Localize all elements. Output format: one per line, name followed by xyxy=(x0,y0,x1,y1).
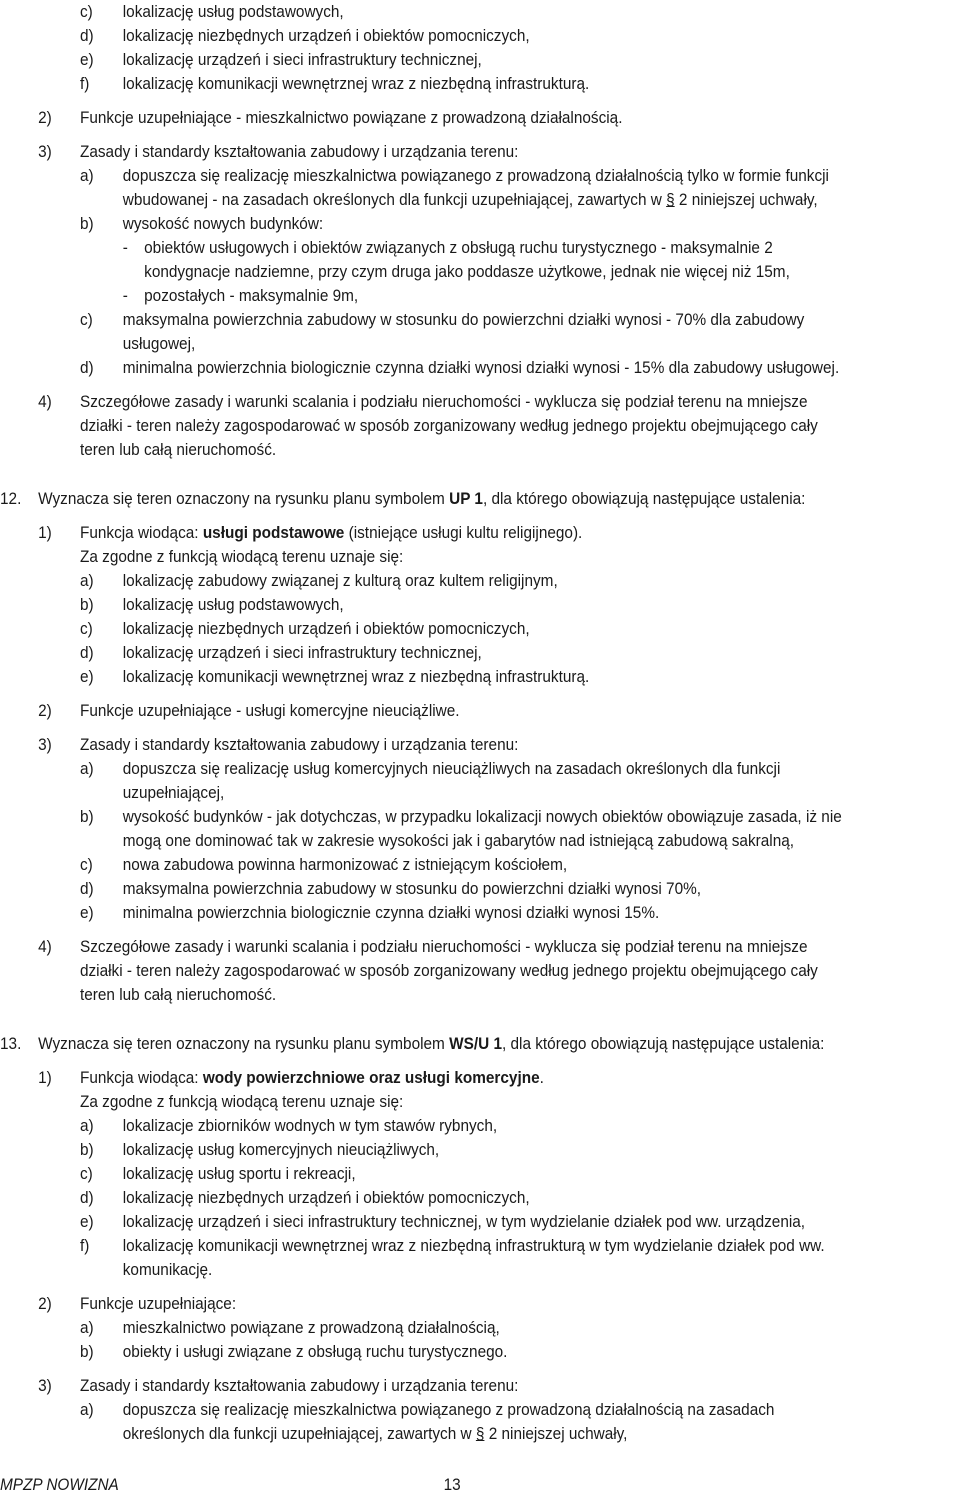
section-text: Funkcje uzupełniające - mieszkalnictwo powiązane z prowadzoną działalnością. xyxy=(79,109,623,127)
list-item: obiekty i usługi związane z obsługą ruchu turystycznego. xyxy=(122,1343,508,1361)
list-item: lokalizację urządzeń i sieci infrastruktury technicznej, w tym wydzielanie działek pod ww. urządzenia, xyxy=(122,1213,806,1231)
section-marker: 2) xyxy=(38,702,52,720)
list-marker: d) xyxy=(79,880,94,898)
footer-document-name: MPZP NOWIZNA xyxy=(0,1476,119,1494)
list-item: lokalizację komunikacji wewnętrznej wraz z niezbędną infrastrukturą. xyxy=(122,668,590,686)
section-intro: Za zgodne z funkcją wiodącą terenu uznaje się: xyxy=(79,548,404,566)
list-marker: d) xyxy=(79,27,94,45)
section-marker: 3) xyxy=(38,1377,52,1395)
section-text: Funkcje uzupełniające: xyxy=(79,1295,237,1313)
list-marker: a) xyxy=(79,1319,94,1337)
section-continuation: teren lub całą nieruchomość. xyxy=(79,986,277,1004)
section-text: Funkcja wiodąca: wody powierzchniowe oraz usługi komercyjne. xyxy=(79,1069,544,1087)
paragraph-number: 13. xyxy=(0,1035,22,1053)
list-marker: a) xyxy=(79,167,94,185)
list-marker: c) xyxy=(79,311,93,329)
page-number: 13 xyxy=(443,1476,461,1494)
dash-item: pozostałych - maksymalnie 9m, xyxy=(144,287,359,305)
list-item: dopuszcza się realizację mieszkalnictwa powiązanego z prowadzoną działalnością na zasadach xyxy=(122,1401,775,1419)
list-item: lokalizację usług komercyjnych nieuciążliwych, xyxy=(122,1141,440,1159)
dash-item: obiektów usługowych i obiektów związanych z obsługą ruchu turystycznego - maksymalnie 2 xyxy=(144,239,773,257)
list-marker: c) xyxy=(79,620,93,638)
section-continuation: działki - teren należy zagospodarować w sposób zorganizowany według jednego projektu obejmującego cały xyxy=(79,962,818,980)
section-continuation: działki - teren należy zagospodarować w sposób zorganizowany według jednego projektu obejmującego cały xyxy=(79,417,818,435)
paragraph-heading: Wyznacza się teren oznaczony na rysunku planu symbolem UP 1, dla którego obowiązują następujące ustalenia: xyxy=(38,490,806,508)
list-item: lokalizację zabudowy związanej z kulturą oraz kultem religijnym, xyxy=(122,572,558,590)
list-marker: c) xyxy=(79,1165,93,1183)
section-continuation: teren lub całą nieruchomość. xyxy=(79,441,277,459)
list-marker: e) xyxy=(79,668,94,686)
zone-symbol: WS/U 1 xyxy=(449,1035,502,1053)
dash-marker: - xyxy=(122,287,128,305)
list-item: lokalizację urządzeń i sieci infrastruktury technicznej, xyxy=(122,644,482,662)
dash-item-continuation: kondygnacje nadziemne, przy czym druga jako poddasze użytkowe, jednak nie więcej niż 15m, xyxy=(144,263,790,281)
section-text: Funkcje uzupełniające - usługi komercyjne nieuciążliwe. xyxy=(79,702,460,720)
list-item: lokalizację komunikacji wewnętrznej wraz z niezbędną infrastrukturą w tym wydzielanie działek pod ww. xyxy=(122,1237,825,1255)
list-marker: f) xyxy=(79,75,90,93)
list-marker: d) xyxy=(79,644,94,662)
list-marker: b) xyxy=(79,596,94,614)
list-marker: c) xyxy=(79,856,93,874)
zone-symbol: UP 1 xyxy=(449,490,483,508)
list-item: lokalizację urządzeń i sieci infrastruktury technicznej, xyxy=(122,51,482,69)
list-item: lokalizacje zbiorników wodnych w tym stawów rybnych, xyxy=(122,1117,498,1135)
leading-function: usługi podstawowe xyxy=(202,524,345,542)
list-item: lokalizację usług podstawowych, xyxy=(122,596,344,614)
list-item: mieszkalnictwo powiązane z prowadzoną działalnością, xyxy=(122,1319,500,1337)
section-text: Zasady i standardy kształtowania zabudowy i urządzania terenu: xyxy=(79,1377,519,1395)
section-marker: 3) xyxy=(38,143,52,161)
list-item-continuation: komunikację. xyxy=(122,1261,213,1279)
list-item-continuation: wbudowanej - na zasadach określonych dla funkcji uzupełniającej, zawartych w § 2 niniejszej uchwały, xyxy=(122,191,818,209)
list-item: minimalna powierzchnia biologicznie czynna działki wynosi działki wynosi - 15% dla zabudowy usługowej. xyxy=(122,359,840,377)
section-symbol: § xyxy=(475,1425,485,1443)
list-item: wysokość nowych budynków: xyxy=(122,215,324,233)
list-item-continuation: usługowej, xyxy=(122,335,196,353)
section-text: Funkcja wiodąca: usługi podstawowe (istniejące usługi kultu religijnego). xyxy=(79,524,583,542)
list-marker: e) xyxy=(79,1213,94,1231)
list-marker: d) xyxy=(79,359,94,377)
section-marker: 1) xyxy=(38,1069,52,1087)
section-marker: 1) xyxy=(38,524,52,542)
list-marker: a) xyxy=(79,1117,94,1135)
list-item: dopuszcza się realizację usług komercyjnych nieuciążliwych na zasadach określonych dla funkcji xyxy=(122,760,781,778)
dash-marker: - xyxy=(122,239,128,257)
list-marker: b) xyxy=(79,1343,94,1361)
list-item-continuation: mogą one dominować tak w zakresie wysokości jak i gabarytów nad istniejącą zabudową sakralną, xyxy=(122,832,795,850)
list-marker: f) xyxy=(79,1237,90,1255)
list-item: maksymalna powierzchnia zabudowy w stosunku do powierzchni działki wynosi 70%, xyxy=(122,880,702,898)
list-item: minimalna powierzchnia biologicznie czynna działki wynosi działki wynosi 15%. xyxy=(122,904,660,922)
list-marker: b) xyxy=(79,808,94,826)
list-item: dopuszcza się realizację mieszkalnictwa powiązanego z prowadzoną działalnością tylko w formie funkcji xyxy=(122,167,829,185)
section-marker: 2) xyxy=(38,109,52,127)
list-item-continuation: uzupełniającej, xyxy=(122,784,225,802)
list-marker: d) xyxy=(79,1189,94,1207)
section-symbol: § xyxy=(666,191,675,209)
list-marker: b) xyxy=(79,1141,94,1159)
list-item: lokalizację komunikacji wewnętrznej wraz z niezbędną infrastrukturą. xyxy=(122,75,590,93)
list-marker: e) xyxy=(79,51,94,69)
list-item: nowa zabudowa powinna harmonizować z istniejącym kościołem, xyxy=(122,856,568,874)
section-intro: Za zgodne z funkcją wiodącą terenu uznaje się: xyxy=(79,1093,404,1111)
section-text: Zasady i standardy kształtowania zabudowy i urządzania terenu: xyxy=(79,143,519,161)
section-marker: 2) xyxy=(38,1295,52,1313)
list-marker: c) xyxy=(79,3,93,21)
leading-function: wody powierzchniowe oraz usługi komercyjne xyxy=(202,1069,540,1087)
section-marker: 4) xyxy=(38,938,52,956)
section-marker: 4) xyxy=(38,393,52,411)
list-item-continuation: określonych dla funkcji uzupełniającej, zawartych w § 2 niniejszej uchwały, xyxy=(122,1425,628,1443)
paragraph-heading: Wyznacza się teren oznaczony na rysunku planu symbolem WS/U 1, dla którego obowiązują następujące ustalenia: xyxy=(38,1035,825,1053)
list-item: lokalizację usług sportu i rekreacji, xyxy=(122,1165,356,1183)
list-marker: a) xyxy=(79,760,94,778)
list-item: lokalizację niezbędnych urządzeń i obiektów pomocniczych, xyxy=(122,27,530,45)
list-item: maksymalna powierzchnia zabudowy w stosunku do powierzchni działki wynosi - 70% dla zabudowy xyxy=(122,311,805,329)
section-text: Szczegółowe zasady i warunki scalania i podziału nieruchomości - wyklucza się podział terenu na mniejsze xyxy=(79,938,808,956)
list-item: lokalizację niezbędnych urządzeń i obiektów pomocniczych, xyxy=(122,620,530,638)
list-marker: e) xyxy=(79,904,94,922)
paragraph-number: 12. xyxy=(0,490,22,508)
list-marker: b) xyxy=(79,215,94,233)
list-item: wysokość budynków - jak dotychczas, w przypadku lokalizacji nowych obiektów obowiązuje zasada, iż nie xyxy=(122,808,842,826)
section-text: Szczegółowe zasady i warunki scalania i podziału nieruchomości - wyklucza się podział terenu na mniejsze xyxy=(79,393,808,411)
list-marker: a) xyxy=(79,572,94,590)
list-marker: a) xyxy=(79,1401,94,1419)
section-text: Zasady i standardy kształtowania zabudowy i urządzania terenu: xyxy=(79,736,519,754)
list-item: lokalizację niezbędnych urządzeń i obiektów pomocniczych, xyxy=(122,1189,530,1207)
list-item: lokalizację usług podstawowych, xyxy=(122,3,344,21)
section-marker: 3) xyxy=(38,736,52,754)
